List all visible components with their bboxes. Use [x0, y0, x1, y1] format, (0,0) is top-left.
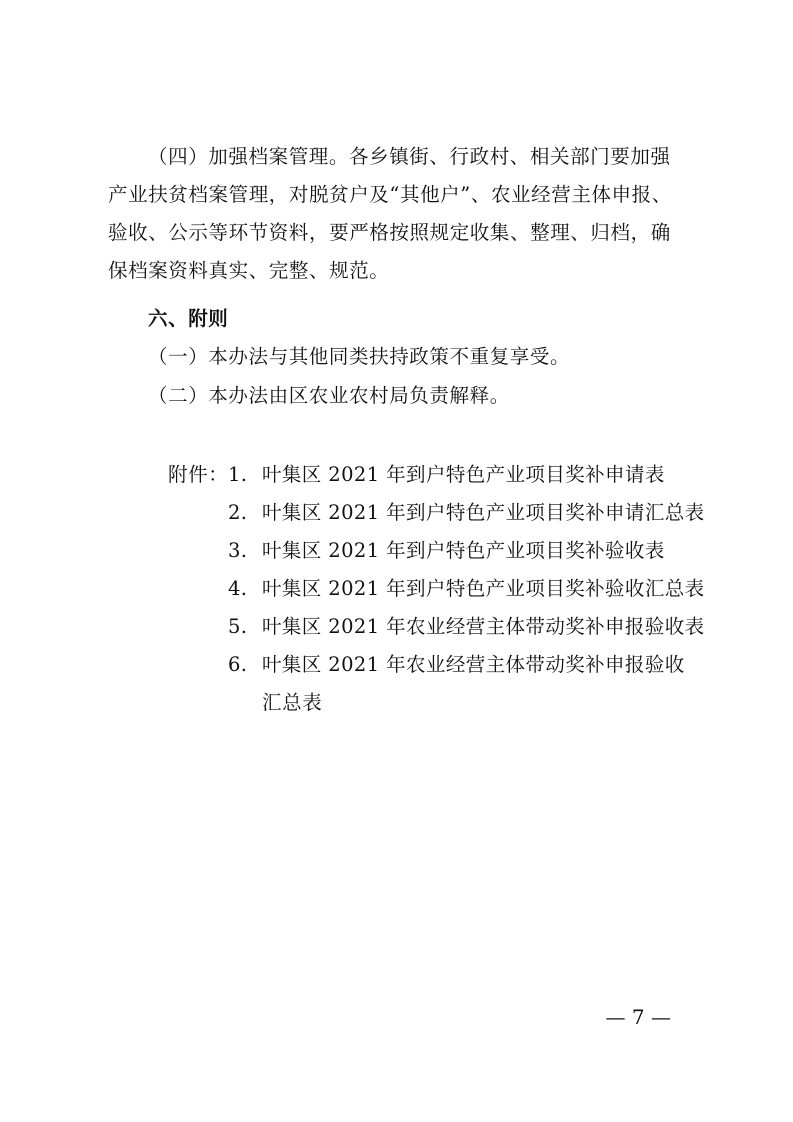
attachment-item-5 [228, 608, 705, 646]
attachment-title: 叶集区 2021 年农业经营主体带动奖补申报验收表 [262, 615, 705, 638]
section-six-heading: 六、附则 [148, 307, 229, 330]
attachment-number: 2. [228, 501, 248, 524]
attachment-number: 4. [228, 577, 248, 600]
attachment-title: 叶集区 2021 年到户特色产业项目奖补验收表 [262, 539, 665, 562]
attachments-label: 附件： [168, 463, 229, 486]
attachment-title: 叶集区 2021 年农业经营主体带动奖补申报验收 [262, 653, 685, 676]
attachment-item-4 [228, 570, 705, 608]
attachment-title: 叶集区 2021 年到户特色产业项目奖补申请表 [262, 463, 665, 486]
clause-two: （二）本办法由区农业农村局负责解释。 [148, 384, 510, 407]
attachment-number: 6. [228, 653, 248, 676]
attachment-item-6-continuation: 汇总表 [262, 691, 323, 714]
page-number [0, 1002, 793, 1032]
clause-one: （一）本办法与其他同类扶持政策不重复享受。 [148, 345, 571, 368]
page-number-text: — 7 — [605, 1005, 671, 1029]
attachment-number: 5. [228, 615, 248, 638]
attachment-number: 3. [228, 539, 248, 562]
attachment-title: 叶集区 2021 年到户特色产业项目奖补申请汇总表 [262, 501, 705, 524]
attachment-number: 1. [228, 463, 248, 486]
paragraph-line: 验收、公示等环节资料，要严格按照规定收集、整理、归档，确 [108, 221, 671, 244]
attachment-item-1 [228, 456, 665, 494]
paragraph-line: 保档案资料真实、完整、规范。 [108, 259, 390, 282]
section-four-paragraph [108, 138, 688, 290]
paragraph-line: （四）加强档案管理。各乡镇街、行政村、相关部门要加强 [148, 145, 671, 168]
attachment-item-6 [228, 646, 685, 684]
attachment-item-2 [228, 494, 705, 532]
attachment-item-3 [228, 532, 665, 570]
attachment-title: 叶集区 2021 年到户特色产业项目奖补验收汇总表 [262, 577, 705, 600]
paragraph-line: 产业扶贫档案管理，对脱贫户及“其他户”、农业经营主体申报、 [108, 183, 672, 206]
